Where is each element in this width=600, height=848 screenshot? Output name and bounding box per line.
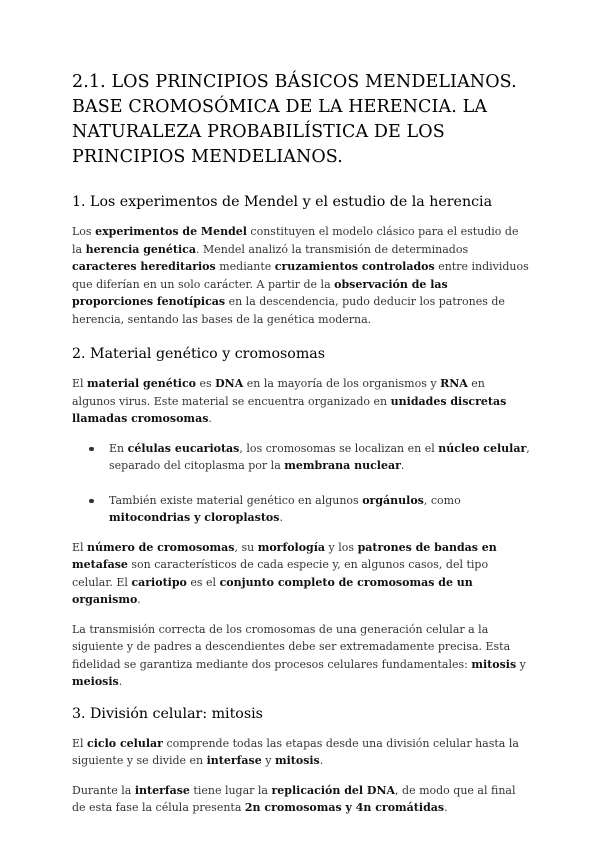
text-run: Durante la — [72, 783, 135, 797]
text-run: es el — [186, 575, 220, 589]
text-run: y — [516, 657, 526, 671]
document-page — [72, 70, 530, 817]
bold-text: número de cromosomas — [87, 540, 235, 554]
document-title: 2.1. LOS PRINCIPIOS BÁSICOS MENDELIANOS. BASE CROMOSÓMICA DE LA HERENCIA. LA NATURALEZA PROBABILÍSTICA DE LOS PRINCIPIOS MENDELIANOS. — [72, 72, 517, 167]
text-run: constituyen el modelo clásico para el estudio de la — [72, 225, 519, 256]
text-run: en la mayoría de los organismos y — [243, 377, 441, 390]
text-run: . — [319, 754, 324, 767]
text-run: . Mendel analizó la transmisión de determinados — [195, 242, 469, 256]
bold-text: mitosis — [471, 657, 517, 671]
text-run: , separado del citoplasma por la — [109, 441, 530, 472]
text-run: y los — [325, 540, 358, 554]
section-3-paragraph-2 — [72, 782, 530, 817]
text-run: El — [72, 377, 88, 390]
section-2-heading: 2. Material genético y cromosomas — [72, 346, 326, 362]
text-run: En — [109, 441, 128, 455]
bold-text: orgánulos — [362, 493, 424, 507]
text-run: y — [261, 754, 275, 767]
bold-text: 2n cromosomas y 4n cromátidas — [244, 801, 445, 814]
bold-text: interfase — [134, 783, 190, 797]
text-run: El — [72, 736, 88, 750]
text-run: son característicos de cada especie y, en algunos casos, del tipo celular. El — [72, 558, 489, 589]
bold-text: observación de las proporciones fenotípicas — [72, 277, 448, 308]
text-run: , de modo que al final de esta fase la célula presenta — [72, 783, 516, 814]
bullet-item-organulos — [72, 492, 530, 527]
bold-text: RNA — [440, 377, 468, 390]
section-2-bullet-list — [72, 440, 530, 527]
text-run: en la descendencia, pudo deducir los patrones de herencia, sentando las bases de la genética moderna. — [72, 295, 505, 326]
bold-text: unidades discretas llamadas cromosomas — [72, 394, 507, 425]
bold-text: experimentos de Mendel — [95, 225, 247, 238]
bold-text: DNA — [215, 377, 244, 390]
text-run: . — [118, 675, 123, 688]
text-run: La transmisión correcta de los cromosomas de una generación celular a la siguiente y de padres a descendientes debe ser extremadamente precisa. Esta fidelidad se garantiza mediante dos procesos celulares fundamentales: — [72, 622, 511, 671]
text-run: , como — [423, 493, 461, 507]
text-run: . — [137, 593, 141, 606]
bold-text: material genético — [87, 377, 196, 390]
text-run: tiene lugar la — [189, 783, 272, 797]
text-run: es — [195, 377, 216, 390]
text-run: También existe material genético en algunos — [109, 493, 363, 507]
section-1-heading: 1. Los experimentos de Mendel y el estudio de la herencia — [72, 194, 493, 210]
section-3-paragraph-1 — [72, 735, 530, 770]
bold-text: meiosis — [72, 675, 119, 688]
text-run: en algunos virus. Este material se encuentra organizado en — [72, 377, 485, 408]
bold-text: replicación del DNA — [271, 783, 396, 797]
text-run: comprende todas las etapas desde una división celular hasta la siguiente y se divide en — [72, 736, 519, 767]
bold-text: cariotipo — [131, 575, 187, 589]
section-2-paragraph-1 — [72, 375, 530, 428]
bold-text: interfase — [206, 754, 262, 767]
bold-text: membrana nuclear — [284, 459, 401, 472]
bold-text: mitocondrias y cloroplastos — [109, 511, 280, 524]
text-run: . — [400, 459, 405, 472]
section-2-paragraph-2 — [72, 539, 530, 609]
bold-text: morfología — [257, 540, 326, 554]
bold-text: conjunto completo de cromosomas de un organismo — [72, 575, 473, 606]
text-run: mediante — [215, 260, 275, 273]
text-run: entre individuos que diferían en un solo carácter. A partir de la — [72, 260, 529, 291]
bold-text: células eucariotas — [127, 441, 240, 455]
text-run: . — [279, 511, 283, 524]
section-3-heading: 3. División celular: mitosis — [72, 705, 263, 722]
section-1-paragraph-1 — [72, 223, 530, 328]
bold-text: mitosis — [274, 754, 320, 767]
text-run: , su — [234, 540, 258, 554]
text-run: . — [444, 801, 448, 814]
bold-text: ciclo celular — [87, 736, 163, 750]
bold-text: herencia genética — [85, 242, 196, 256]
text-run: . — [208, 412, 212, 425]
bold-text: núcleo celular — [438, 441, 527, 455]
bullet-item-eucariotas — [72, 440, 530, 475]
bold-text: cruzamientos controlados — [274, 260, 435, 273]
text-run: Los — [72, 225, 96, 238]
text-run: El — [72, 540, 88, 554]
section-2-paragraph-3 — [72, 621, 530, 691]
bold-text: patrones de bandas en metafase — [72, 540, 497, 571]
bold-text: caracteres hereditarios — [72, 260, 216, 273]
text-run: , los cromosomas se localizan en el — [239, 441, 439, 455]
